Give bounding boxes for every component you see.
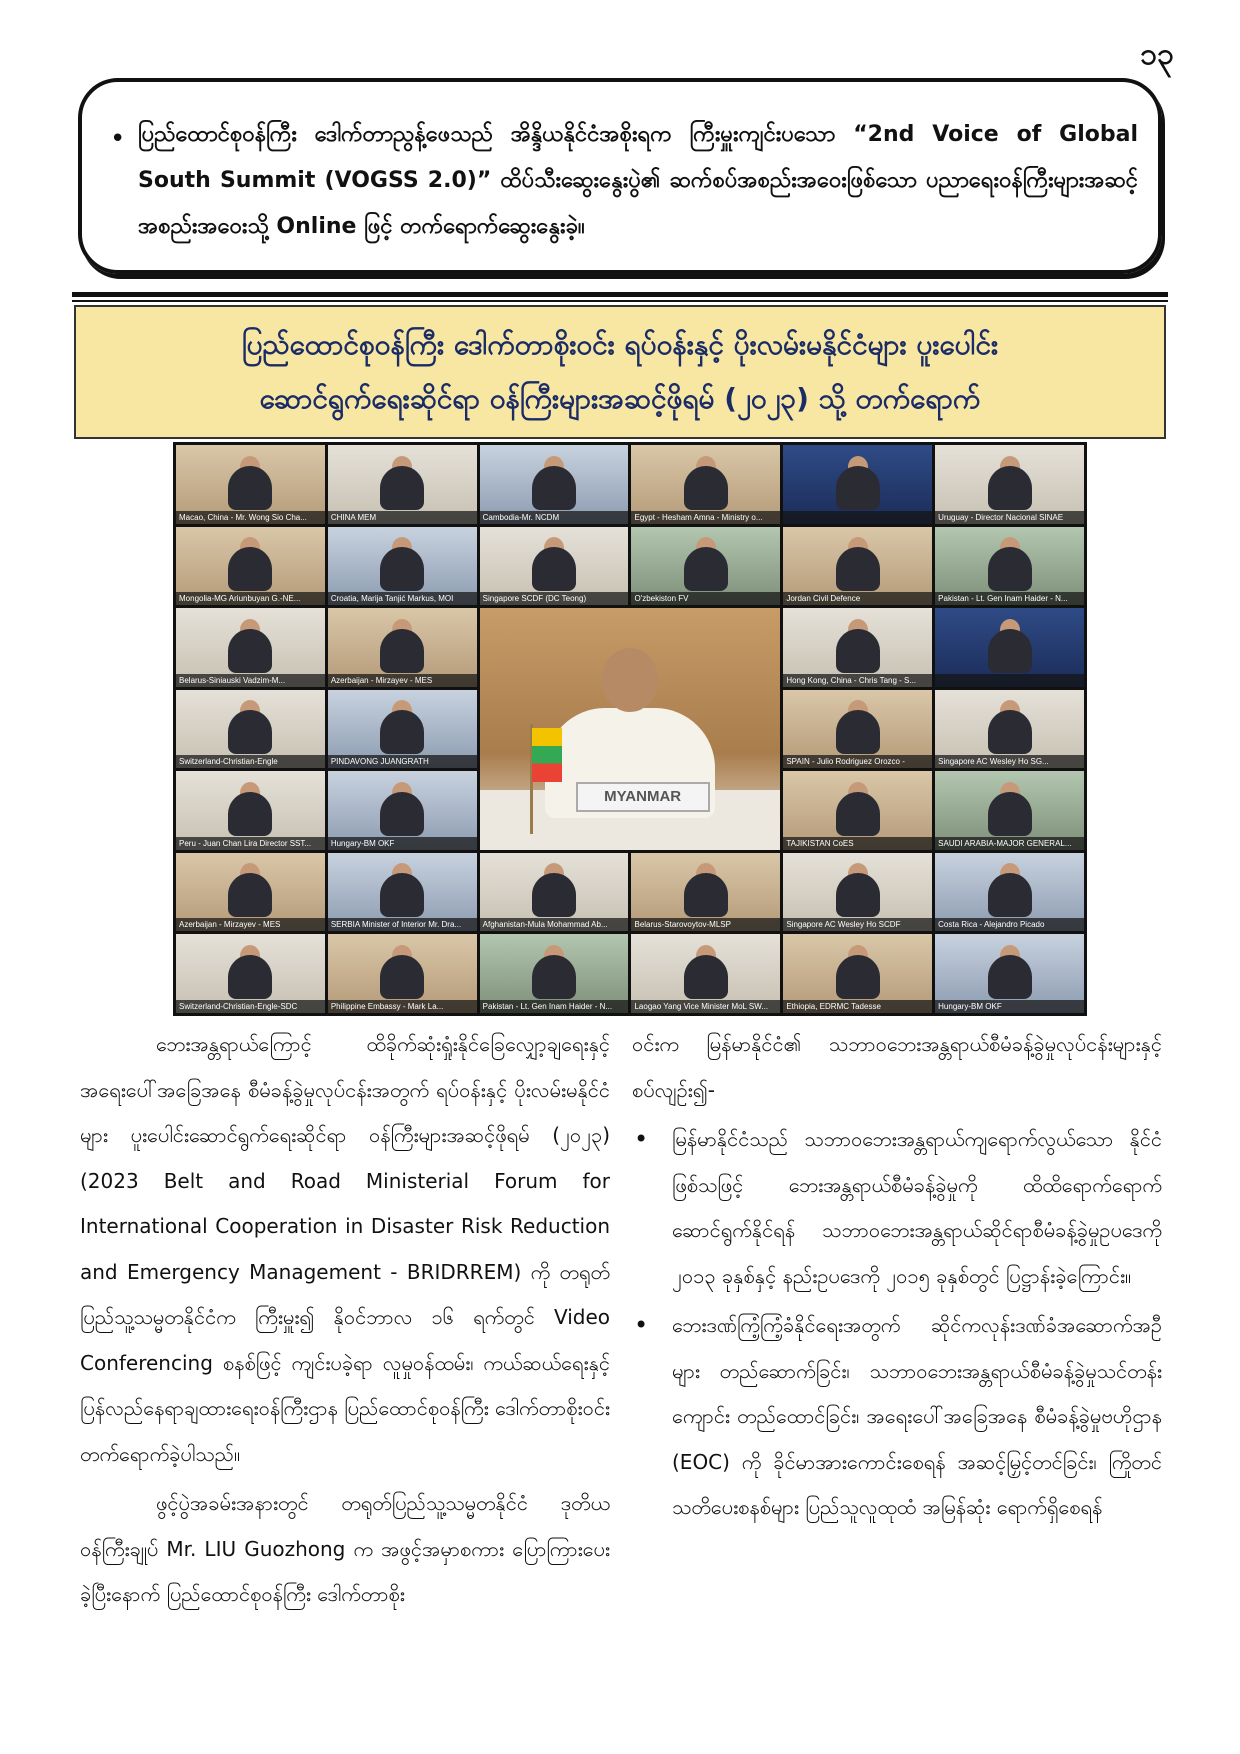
video-tile <box>935 771 1084 850</box>
tile-caption: O'zbekiston FV <box>631 592 780 605</box>
tile-caption: Croatia, Marija Tanjić Markus, MOI <box>328 592 477 605</box>
tile-caption: Switzerland-Christian-Engle <box>176 755 325 768</box>
video-tile <box>783 445 932 524</box>
video-tile <box>480 934 629 1013</box>
video-tile <box>176 853 325 932</box>
video-tile <box>328 690 477 769</box>
video-tile <box>935 934 1084 1013</box>
tile-caption: Peru - Juan Chan Lira Director SST... <box>176 837 325 850</box>
video-tile <box>783 690 932 769</box>
tile-caption: Mongolia-MG Ariunbuyan G.-NE... <box>176 592 325 605</box>
video-tile <box>176 690 325 769</box>
tile-caption: SPAIN - Julio Rodriguez Orozco - <box>783 755 932 768</box>
video-tile <box>783 771 932 850</box>
tile-caption: Philippine Embassy - Mark La... <box>328 1000 477 1013</box>
video-tile <box>935 527 1084 606</box>
tile-caption: TAJIKISTAN CoES <box>783 837 932 850</box>
video-tile <box>480 445 629 524</box>
headline-line-2: ဆောင်ရွက်ရေးဆိုင်ရာ ဝန်ကြီးများအဆင့်ဖိုရမ် (၂၀၂၃) သို့ တက်ရောက် <box>259 382 981 415</box>
video-tile <box>783 934 932 1013</box>
video-tile <box>176 527 325 606</box>
video-tile <box>631 527 780 606</box>
list-item <box>632 1117 1162 1299</box>
tile-caption: Pakistan - Lt. Gen Inam Haider - N... <box>480 1000 629 1013</box>
video-tile <box>328 934 477 1013</box>
tile-caption: Singapore SCDF (DC Teong) <box>480 592 629 605</box>
tile-caption: Pakistan - Lt. Gen Inam Haider - N... <box>935 592 1084 605</box>
tile-caption: Cambodia-Mr. NCDM <box>480 511 629 524</box>
bullet-icon: • <box>634 1311 649 1339</box>
body-paragraph: ဖွင့်ပွဲအခမ်းအနားတွင် တရုတ်ပြည်သူ့သမ္မတနိုင်ငံ ဒုတိယဝန်ကြီးချုပ် Mr. LIU Guozhong က အဖွင့်အမှာစကား ပြောကြားပေးခဲ့ပြီးနောက် ပြည်ထောင်စုဝန်ကြီး ဒေါက်တာစိုး <box>80 1491 610 1606</box>
tile-caption: Belarus-Siniauski Vadzim-M... <box>176 674 325 687</box>
nameplate: MYANMAR <box>576 782 710 812</box>
video-tile <box>176 934 325 1013</box>
tile-caption: Macao, China - Mr. Wong Sio Cha... <box>176 511 325 524</box>
tile-caption: Costa Rica - Alejandro Picado <box>935 918 1084 931</box>
tile-caption: CHINA MEM <box>328 511 477 524</box>
video-tile <box>176 771 325 850</box>
video-tile <box>480 527 629 606</box>
video-tile <box>631 934 780 1013</box>
tile-caption <box>783 511 932 524</box>
video-tile <box>783 527 932 606</box>
tile-caption: Hungary-BM OKF <box>328 837 477 850</box>
divider-thick <box>72 292 1168 297</box>
tile-caption: Jordan Civil Defence <box>783 592 932 605</box>
video-tile <box>328 608 477 687</box>
video-tile <box>328 771 477 850</box>
body-paragraph: ဝင်းက မြန်မာနိုင်ငံ၏ သဘာဝဘေးအန္တရာယ်စီမံခန့်ခွဲမှုလုပ်ငန်းများနှင့်စပ်လျဉ်း၍- <box>632 1032 1162 1102</box>
video-tile <box>631 445 780 524</box>
video-tile <box>176 445 325 524</box>
list-item <box>632 1303 1162 1531</box>
summary-box <box>78 78 1162 274</box>
tile-caption: SERBIA Minister of Interior Mr. Dra... <box>328 918 477 931</box>
body-paragraph: ဘေးအန္တရာယ်ကြောင့် ထိခိုက်ဆုံးရှုံးနိုင်ခြေလျှော့ချရေးနှင့် အရေးပေါ်အခြေအနေ စီမံခန့်ခွဲမှုလုပ်ငန်းအတွက် ရပ်ဝန်းနှင့် ပိုးလမ်းမနိုင်ငံများ ပူးပေါင်းဆောင်ရွက်ရေးဆိုင်ရာ ဝန်ကြီးများအဆင့်ဖိုရမ် (၂၀၂၃) (2023 Belt and Road Ministerial Forum for International Cooperation in Disaster Risk Reduction and Emergency Management - BRIDRREM) ကို တရုတ်ပြည်သူ့သမ္မတနိုင်ငံက ကြီးမှူး၍ နိုဝင်ဘာလ ၁၆ ရက်တွင် Video Conferencing စနစ်ဖြင့် ကျင်းပခဲ့ရာ လူမှုဝန်ထမ်း၊ ကယ်ဆယ်ရေးနှင့် ပြန်လည်နေရာချထားရေးဝန်ကြီးဌာန ပြည်ထောင်စုဝန်ကြီး ဒေါက်တာစိုးဝင်း တက်ရောက်ခဲ့ပါသည်။ <box>80 1032 610 1466</box>
video-tile <box>328 445 477 524</box>
video-tile <box>935 445 1084 524</box>
tile-caption: Singapore AC Wesley Ho SCDF <box>783 918 932 931</box>
list-item-text: ဘေးဒဏ်ကြံ့ကြံ့ခံနိုင်ရေးအတွက် ဆိုင်ကလုန်းဒဏ်ခံအဆောက်အဦများ တည်ဆောက်ခြင်း၊ သဘာဝဘေးအန္တရာယ်စီမံခန့်ခွဲမှုသင်တန်းကျောင်း တည်ထောင်ခြင်း၊ အရေးပေါ်အခြေအနေ စီမံခန့်ခွဲမှုဗဟိုဌာန (EOC) ကို ခိုင်မာအားကောင်းစေရန် အဆင့်မြှင့်တင်ခြင်း၊ ကြိုတင်သတိပေးစနစ်များ ပြည်သူလူထုထံ အမြန်ဆုံး ရောက်ရှိစေရန် <box>672 1313 1162 1519</box>
tile-caption: PINDAVONG JUANGRATH <box>328 755 477 768</box>
tile-caption: Belarus-Starovoytov-MLSP <box>631 918 780 931</box>
tile-caption: Hungary-BM OKF <box>935 1000 1084 1013</box>
bullet-icon: • <box>634 1125 649 1153</box>
video-tile <box>935 690 1084 769</box>
tile-caption: Singapore AC Wesley Ho SG... <box>935 755 1084 768</box>
tile-caption: Uruguay - Director Nacional SINAE <box>935 511 1084 524</box>
video-tile <box>328 853 477 932</box>
tile-caption: Laogao Yang Vice Minister MoL SW... <box>631 1000 780 1013</box>
article-headline <box>74 305 1166 439</box>
divider-thin <box>72 300 1168 302</box>
tile-caption: Azerbaijan - Mirzayev - MES <box>176 918 325 931</box>
bullet-icon: • <box>110 124 126 154</box>
tile-caption: SAUDI ARABIA-MAJOR GENERAL... <box>935 837 1084 850</box>
video-conference-photo <box>173 442 1087 1016</box>
tile-caption: Azerbaijan - Mirzayev - MES <box>328 674 477 687</box>
video-tile <box>480 853 629 932</box>
tile-caption: Egypt - Hesham Amna - Ministry o... <box>631 511 780 524</box>
myanmar-flag-icon <box>532 728 562 782</box>
right-column <box>632 1022 1162 1531</box>
video-tile <box>176 608 325 687</box>
headline-line-1: ပြည်ထောင်စုဝန်ကြီး ဒေါက်တာစိုးဝင်း ရပ်ဝန်းနှင့် ပိုးလမ်းမနိုင်ငံများ ပူးပေါင်း <box>241 328 999 361</box>
tile-caption <box>935 674 1084 687</box>
tile-caption: Ethiopia, EDRMC Tadesse <box>783 1000 932 1013</box>
summary-text: ပြည်ထောင်စုဝန်ကြီး ဒေါက်တာညွန့်ဖေသည် အိန္ဒိယနိုင်ငံအစိုးရက ကြီးမှူးကျင်းပသော “2nd Voice of Global South Summit (VOGSS 2.0)” ထိပ်သီးဆွေးနွေးပွဲ၏ ဆက်စပ်အစည်းအဝေးဖြစ်သော ပညာရေးဝန်ကြီးများအဆင့် အစည်းအဝေးသို့ Online ဖြင့် တက်ရောက်ဆွေးနွေးခဲ့။ <box>138 122 1138 239</box>
page-number: ၁၃ <box>1140 37 1174 72</box>
left-column <box>80 1022 610 1618</box>
tile-caption: Switzerland-Christian-Engle-SDC <box>176 1000 325 1013</box>
myanmar-minister-tile <box>480 608 781 850</box>
tile-caption: Afghanistan-Mula Mohammad Ab... <box>480 918 629 931</box>
list-item-text: မြန်မာနိုင်ငံသည် သဘာဝဘေးအန္တရာယ်ကျရောက်လွယ်သော နိုင်ငံဖြစ်သဖြင့် ဘေးအန္တရာယ်စီမံခန့်ခွဲမှုကို ထိထိရောက်ရောက်ဆောင်ရွက်နိုင်ရန် သဘာဝဘေးအန္တရာယ်ဆိုင်ရာစီမံခန့်ခွဲမှုဥပဒေကို ၂၀၁၃ ခုနှစ်နှင့် နည်းဥပဒေကို ၂၀၁၅ ခုနှစ်တွင် ပြဋ္ဌာန်းခဲ့ကြောင်း။ <box>672 1127 1162 1288</box>
tile-caption: Hong Kong, China - Chris Tang - S... <box>783 674 932 687</box>
video-tile <box>935 608 1084 687</box>
video-tile <box>935 853 1084 932</box>
video-tile <box>328 527 477 606</box>
video-tile <box>783 853 932 932</box>
video-tile <box>631 853 780 932</box>
video-tile <box>783 608 932 687</box>
